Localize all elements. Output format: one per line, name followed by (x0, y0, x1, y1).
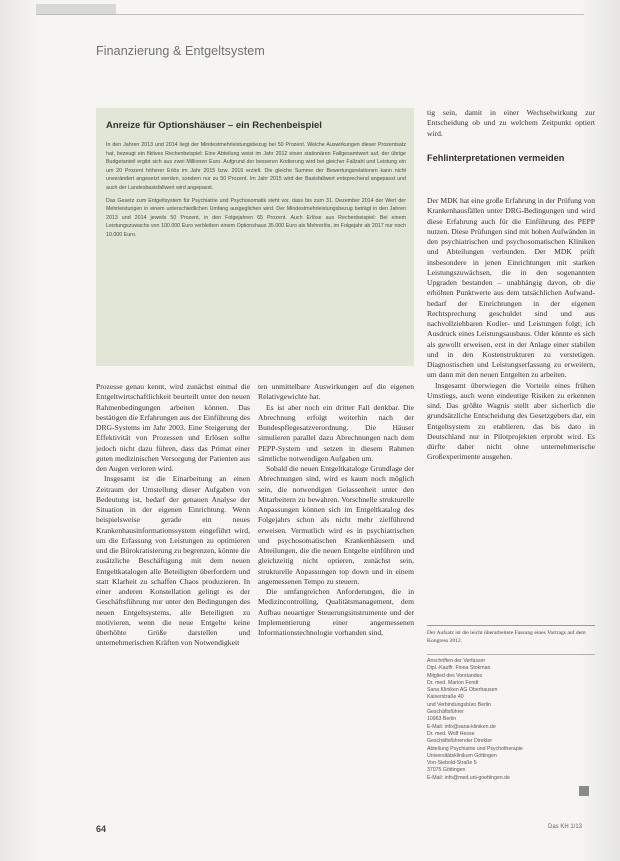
header-tab (36, 4, 116, 14)
column-middle (258, 382, 414, 638)
issue-label: Das KH 1/13 (548, 824, 583, 830)
address-line: Abteilung Psychiatrie und Psychotherapie (427, 745, 523, 752)
box-paragraph: In den Jahren 2013 und 2014 liegt der Mindestmehrleistungsbezug bei 50 Prozent. Welche Auswirkungen dieser Prozentsatz hat, bezeugt ein fiktives Rechenbeispiel: Eine Abteilung weist im Jahr 2012 einen stationären Fallgesamtwert auf, der übrige Budgetanteil ergibt sich aus zwei Millionen Euro. Aufgrund der besseren Kodierung wird bei gleicher Fallzahl und Leistung ein um 20 Prozent höherer Erlös im Jahr 2015 bzw. 2016 erzielt. Die gleiche Summe der Bewertungsrelationen kann nicht unverändert angesetzt werden, sondern nur zu 50 Prozent. Im Jahr 2015 wird der Basisfallwert entsprechend angepasst und auch der Landesbasisfallwert wird angepasst. (106, 142, 406, 191)
subheading: Fehlinterpretationen vermeiden (427, 153, 565, 163)
end-marker-icon (579, 786, 589, 796)
footnote: Der Aufsatz ist die leicht überarbeitete Fassung eines Vortrags auf dem Kongress 2012. (427, 630, 586, 644)
address-line: Universitätsklinikum Göttingen (427, 752, 497, 759)
address-line: 37075 Göttingen (427, 767, 466, 774)
paragraph: Sobald die neuen Entgeltkataloge Grundlage der Abrechnungen sind, wird es kaum noch möglich sein, die notwendigen Gelassenheit unter den Mitarbeitern zu bewahren. Vorschnelle strukturelle Anpassungen können sich im Entgeltkatalog des Folgejahrs schon als nicht mehr zielführend erweisen. Vermutlich wird es in psychiatrischen und psychosomatischen Krankenhäusern und Abteilungen, die die neuen Entgelte einführen und gleichzeitig nicht optieren, zunächst sein, strukturelle Anpassungen top down und in einem angemessenen Tempo zu steuern. (258, 464, 414, 586)
address-line: Sana Kliniken AG Oberhausen (427, 687, 498, 694)
paragraph: tig sein, damit in einer Wechselwirkung zur Entscheidung ob und zu welchem Zeitpunkt optiert wird. (427, 108, 595, 138)
address-line: Dr. med. Marion Fendt (427, 679, 479, 686)
address-line: Von-Siebold-Straße 5 (427, 760, 477, 767)
page-number: 64 (96, 824, 107, 834)
address-line: Dr. med. Wolf Hesse (427, 730, 475, 737)
box-paragraph: Das Gesetz zum Entgeltsystem für Psychiatrie und Psychosomatik sieht vor, dass bis zum 31. Dezember 2014 der Wert der Mehrleistungen in einem unterschiedlichen Umfang ausgeglichen wird. Der Mindestmehrleistungsbezug beträgt in den Jahren 2013 und 2014 jeweils 50 Prozent, in den Folgejahren 65 Prozent. Auch Erlöse aus Rechenbeispiel: Bei einem Leistungszuwachs von 100.000 Euro verbleiben einem Optionshaus 35.000 Euro als Mehrerlös, im Folgejahr ab 2017 nur noch 10.000 Euro. (106, 197, 406, 238)
paragraph: Die umfangreichen Anforderungen, die in Medizincontrolling, Qualitätsmanagement, dem Aufbau neuartiger Steuerungsinstrumente und der Implementierung einer angemessenen Informationstechnologie vorhanden sind, (258, 587, 414, 637)
section-title: Finanzierung & Entgeltsystem (96, 44, 265, 58)
paragraph: Insgesamt überwiegen die Vorteile eines frühen Umstiegs, auch wenn eindeutige Risiken zu erkennen sind. Das größte Wagnis stellt aber sicherlich die grundsätzliche Entscheidung des Gesetzgebers dar, ein Entgeltsystem zu etablieren, das bis dato in Deutschland nur in Pilotprojekten erprobt wird. Es dürfte daher nicht ohne unternehmerische Großexperimente ausgehen. (427, 380, 595, 462)
address-line: E-Mail: info@sana-kliniken.de (427, 723, 496, 730)
box-title: Anreize für Optionshäuser – ein Rechenbeispiel (106, 120, 322, 131)
address-line: Geschäftsführender Direktor (427, 738, 493, 745)
address-rule (427, 654, 595, 655)
paragraph: Der MDK hat eine große Erfahrung in der Prüfung von Krankenhausfällen unter DRG-Bedingungen und wird diese Erfahrung auch für die Einführung des PEPP nutzen. Diese Prüfungen sind mit hohen Aufwänden in den psychiatrischen und psychosomatischen Kliniken und Abteilungen verbunden. Der MDK prüft insbesondere in jenen Einrichtungen mit starken Leistungszuwächsen, die in den sogenannten Upgraden bestanden – unabhängig davon, ob die erhöhten Punktwerte aus dem tatsächlichen Aufwand-bedarf der Einrichtungen in der eigenen Rechtsprechung geschuldet sind und aus nachvollziehbaren Kodier- und Leistungen folgt; ich Ausdruck eines Leistungsausbaus. Oder könnte es sich als gewollt erweisen, erst in der Anlage einer stabilen und in den Kostenstrukturen zu verstetigen. Diagnostischen und Leistungserfassung zu erweitern, um dann mit den neuen Entgelten zu arbeiten. (427, 196, 595, 380)
column-right (427, 196, 595, 463)
address-line: Anschriften der Verfasser (427, 658, 486, 664)
column-right-continuation (427, 108, 595, 139)
note-rule (427, 625, 595, 626)
example-box (96, 108, 414, 366)
address-line: Dipl.-Kauffr. Fiona Stokman (427, 665, 491, 672)
paragraph: Insgesamt ist die Einarbeitung an einen Zeitraum der Umstellung dieser Aufgaben von Bedeutung ist, bedarf der genauen Analyse der Situation in der eigenen Einrichtung. Wenn beispielsweise gerade ein neues Krankenhausinformationssystem eingeführt wird, um die Erfassung von Leistungen zu optimieren und die Bürokratisierung zu begrenzen, könnte die zusätzliche Beschäftigung mit dem neuen Entgeltkatalogen alle Beteiligten überfordern und statt Klarheit zu schaffen Chaos produzieren. In einer anderen Konstellation gelingt es der Geschäftsführung nur unter den Bedingungen des neuen Entgeltsystems, alle Beteiligten zu motivieren, wenn die neue Entgelte keine überhöhte Größe darstellen und unternehmerischen Kräften von Notwendigkeit (96, 474, 250, 648)
paragraph: Es ist aber noch ein dritter Fall denkbar. Die Abrechnung erfolgt weiterhin nach der Bundespflegesatzverordnung. Die Häuser simulieren parallel dazu Abrechnungen nach dem PEPP-System und setzen in diesem Rahmen sämtliche notwendigen Aufgaben um. (258, 402, 414, 463)
address-line: Kaiserstraße 40 (427, 694, 464, 701)
address-line: Geschäftsführer (427, 709, 464, 716)
paragraph: ten unmittelbare Auswirkungen auf die eigenen Relativgewichte hat. (258, 382, 414, 402)
address-line: E-Mail: info@med.uni-goettingen.de (427, 774, 510, 781)
address-line: Mitglied des Vorstandes (427, 672, 483, 679)
header-rule (36, 14, 584, 15)
paragraph: Prozesse genau kennt, wird zunächst einmal die Entgeltwirtschaftlichkeit beurteilt unter den neuen Rahmenbedingungen arbeiten können. Das bestätigen die Erfahrungen aus der Einführung des DRG-Systems im Jahr 2003. Eine Steigerung der Effektivität von Prozessen und Erlösen sollte jedoch nicht dazu führen, dass das Primat einer guten medizinischen Versorgung der Patienten aus den Augen verloren wird. (96, 382, 250, 473)
address-line: 10963 Berlin (427, 716, 457, 723)
author-addresses (427, 658, 593, 782)
address-line: und Verbindungsbüro Berlin (427, 701, 492, 708)
column-left (96, 382, 250, 649)
